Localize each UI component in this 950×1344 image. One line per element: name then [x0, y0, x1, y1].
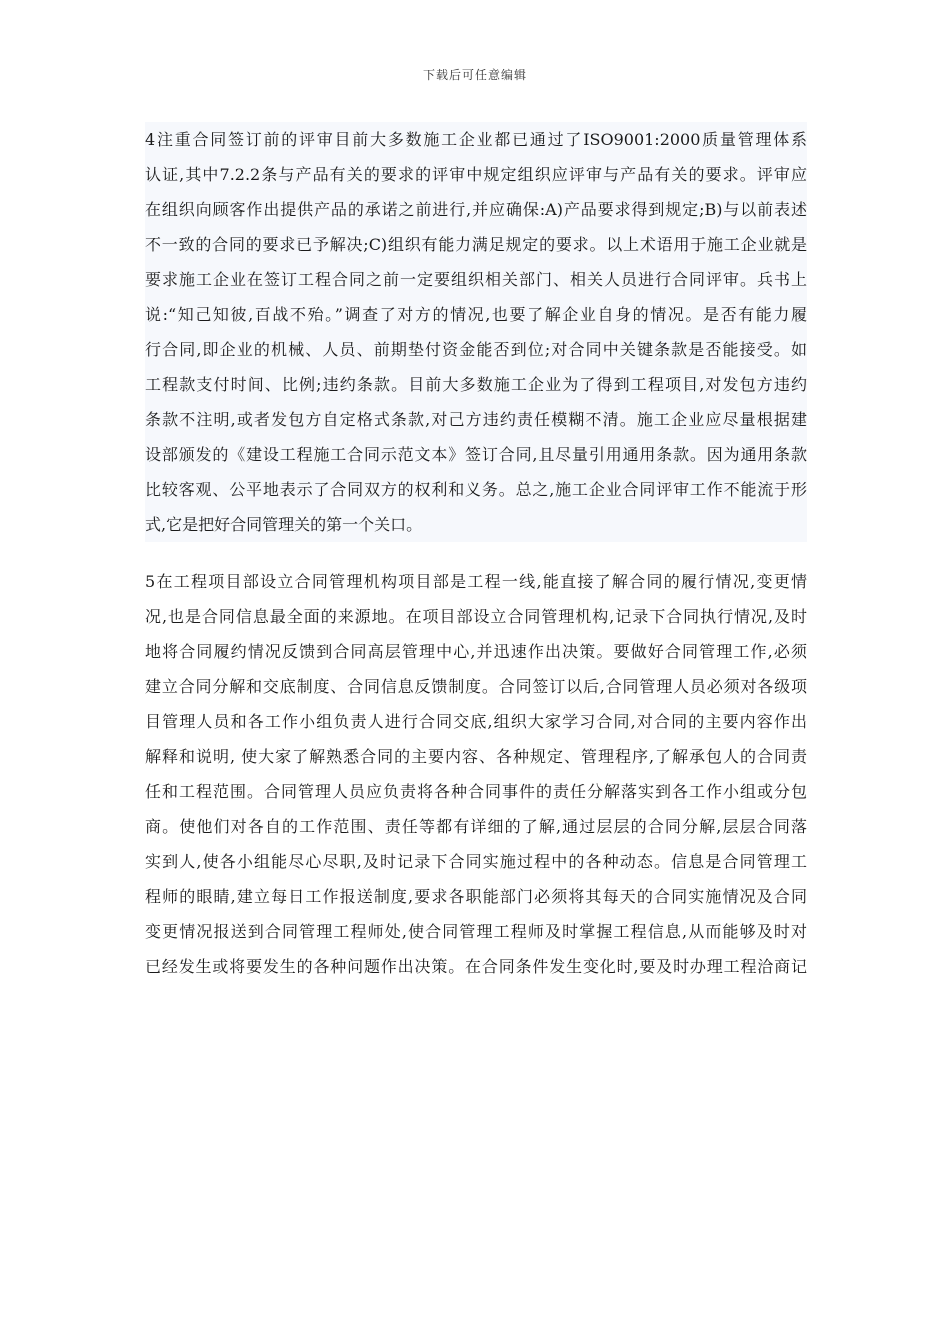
text-line: 况,也是合同信息最全面的来源地。在项目部设立合同管理机构,记录下合同执行情况,及时 — [145, 607, 807, 626]
text-line: 5在工程项目部设立合同管理机构项目部是工程一线,能直接了解合同的履行情况,变更情 — [145, 572, 807, 591]
document-body — [145, 122, 807, 984]
text-line: 说:“知己知彼,百战不殆。”调查了对方的情况,也要了解企业自身的情况。是否有能力履 — [145, 297, 807, 332]
text-line: 在组织向顾客作出提供产品的承诺之前进行,并应确保:A)产品要求得到规定;B)与以前表述 — [145, 192, 807, 227]
text-line: 程师的眼睛,建立每日工作报送制度,要求各职能部门必须将其每天的合同实施情况及合同 — [145, 887, 807, 906]
text-line: 设部颁发的《建设工程施工合同示范文本》签订合同,且尽量引用通用条款。因为通用条款 — [145, 437, 807, 472]
text-line: 比较客观、公平地表示了合同双方的权利和义务。总之,施工企业合同评审工作不能流于形 — [145, 472, 807, 507]
paragraph-contract-organization — [145, 564, 807, 984]
text-line: 已经发生或将要发生的各种问题作出决策。在合同条件发生变化时,要及时办理工程洽商记 — [145, 957, 807, 976]
text-line: 要求施工企业在签订工程合同之前一定要组织相关部门、相关人员进行合同评审。兵书上 — [145, 262, 807, 297]
paragraph-contract-review — [145, 122, 807, 542]
text-line: 解释和说明, 使大家了解熟悉合同的主要内容、各种规定、管理程序,了解承包人的合同责 — [145, 747, 807, 766]
text-line: 4注重合同签订前的评审目前大多数施工企业都已通过了ISO9001:2000质量管理体系 — [145, 122, 807, 157]
text-line: 目管理人员和各工作小组负责人进行合同交底,组织大家学习合同,对合同的主要内容作出 — [145, 712, 807, 731]
text-line: 条款不注明,或者发包方自定格式条款,对己方违约责任模糊不清。施工企业应尽量根据建 — [145, 402, 807, 437]
text-line: 商。使他们对各自的工作范围、责任等都有详细的了解,通过层层的合同分解,层层合同落 — [145, 817, 807, 836]
text-line: 认证,其中7.2.2条与产品有关的要求的评审中规定组织应评审与产品有关的要求。评审应 — [145, 157, 807, 192]
text-line: 任和工程范围。合同管理人员应负责将各种合同事件的责任分解落实到各工作小组或分包 — [145, 782, 807, 801]
text-line: 建立合同分解和交底制度、合同信息反馈制度。合同签订以后,合同管理人员必须对各级项 — [145, 677, 807, 696]
text-line: 工程款支付时间、比例;违约条款。目前大多数施工企业为了得到工程项目,对发包方违约 — [145, 367, 807, 402]
text-line: 行合同,即企业的机械、人员、前期垫付资金能否到位;对合同中关键条款是否能接受。如 — [145, 332, 807, 367]
paragraph-gap — [145, 542, 807, 564]
text-line: 地将合同履约情况反馈到合同高层管理中心,并迅速作出决策。要做好合同管理工作,必须 — [145, 642, 807, 661]
text-line: 实到人,使各小组能尽心尽职,及时记录下合同实施过程中的各种动态。信息是合同管理工 — [145, 852, 807, 871]
text-line: 不一致的合同的要求已予解决;C)组织有能力满足规定的要求。以上术语用于施工企业就是 — [145, 227, 807, 262]
text-line: 式,它是把好合同管理关的第一个关口。 — [145, 507, 807, 542]
text-line: 变更情况报送到合同管理工程师处,使合同管理工程师及时掌握工程信息,从而能够及时对 — [145, 922, 807, 941]
page-header: 下载后可任意编辑 — [422, 68, 527, 82]
